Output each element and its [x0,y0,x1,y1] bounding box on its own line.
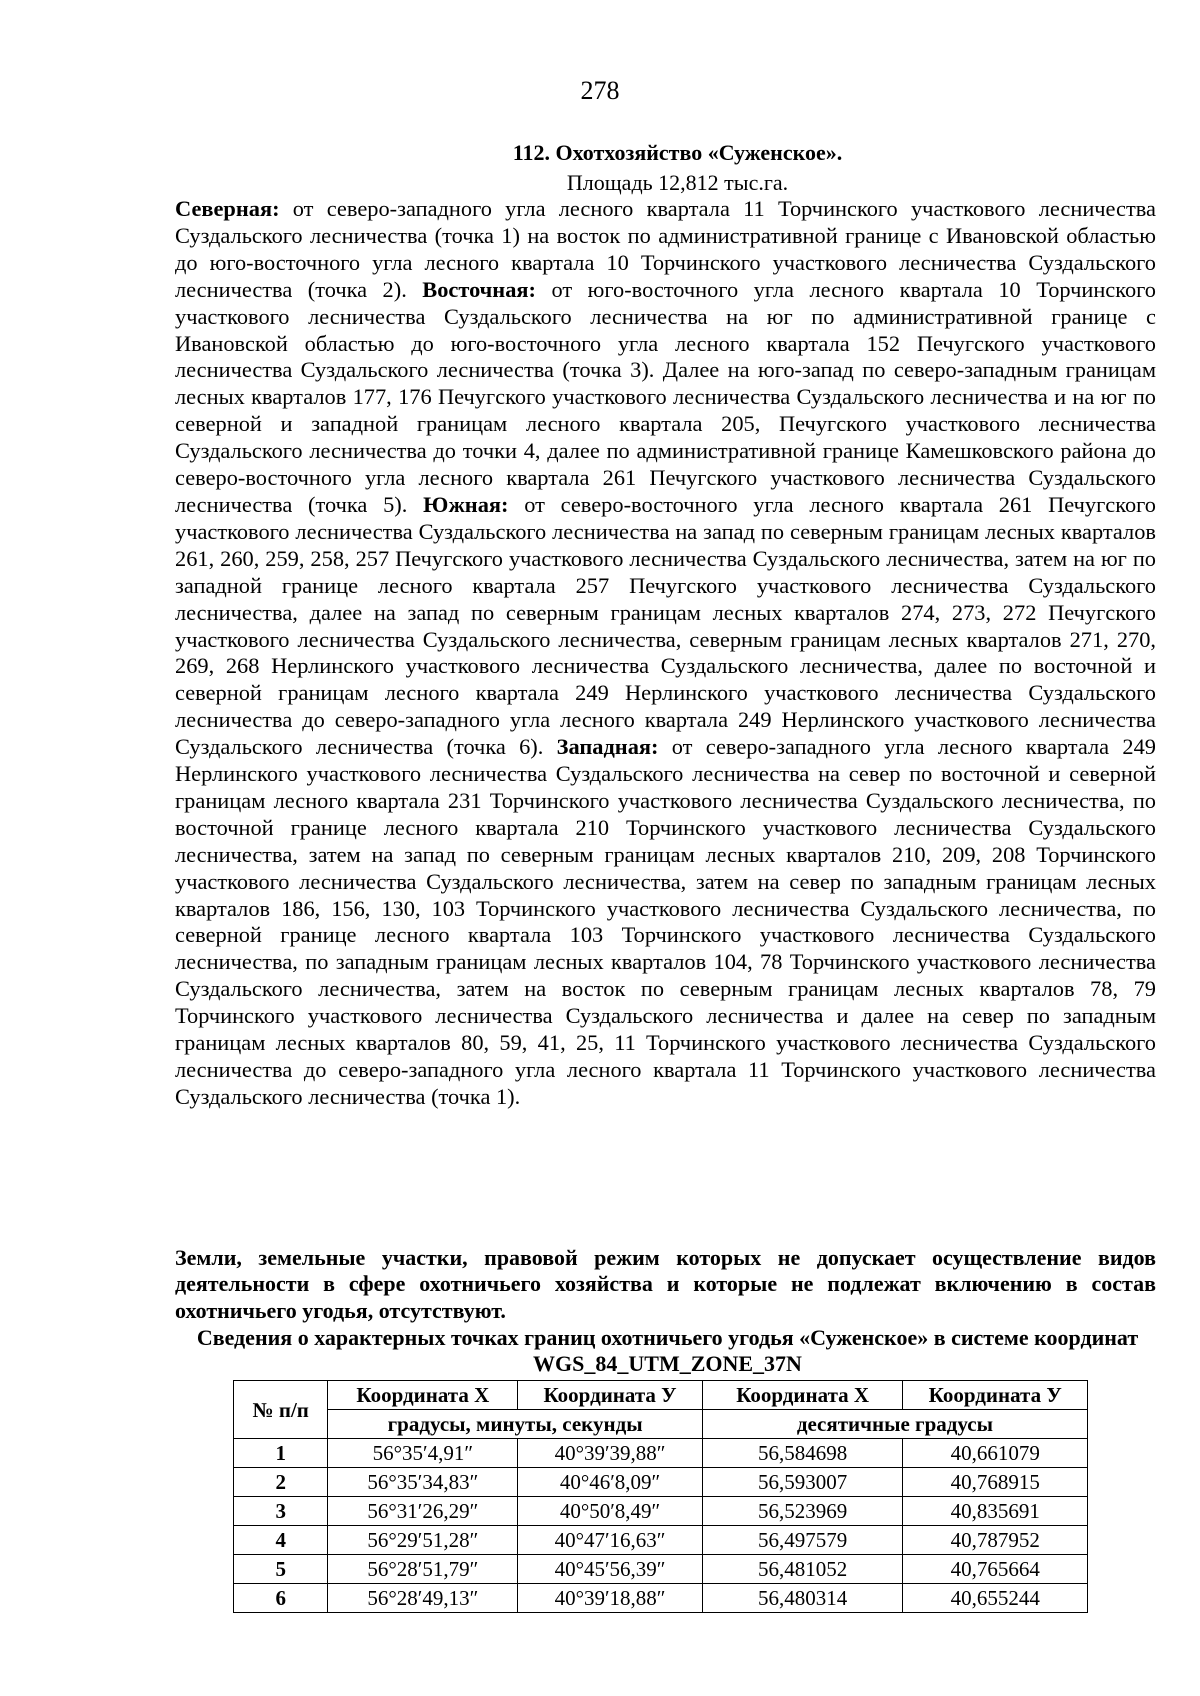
cell-num: 5 [234,1555,328,1584]
cell-x-dec: 56,584698 [702,1439,903,1468]
area-text: Площадь 12,812 тыс.га. [566,170,789,195]
cell-num: 1 [234,1439,328,1468]
table-row [234,1497,1088,1526]
coordinates-table [233,1380,1088,1613]
cell-y-dec: 40,787952 [903,1526,1088,1555]
boundary-text-north: от северо-западного угла лесного квартала 11 Торчинского участкового лесничества Суздальского лесничества (точка 1) на восток по административной границе с Ивановской областью до юго-восточного угла лесного квартала 10 Торчинского участкового лесничества Суздальского лесничества (точка 2). [175,196,1156,302]
cell-y-dec: 40,661079 [903,1439,1088,1468]
boundary-text-west: от северо-западного угла лесного квартала 249 Нерлинского участкового лесничества Суздальского лесничества на север по восточной и северной границам лесного квартала 231 Торчинского участкового лесничества Суздальского лесничества, по восточной границе лесного квартала 210 Торчинского участкового лесничества Суздальского лесничества, затем на запад по северным границам лесных кварталов 210, 209, 208 Торчинского участкового лесничества Суздальского лесничества, затем на север по западным границам лесных кварталов 186, 156, 130, 103 Торчинского участкового лесничества Суздальского лесничества, по северной границе лесного квартала 103 Торчинского участкового лесничества Суздальского лесничества, по западным границам лесных кварталов 104, 78 Торчинского участкового лесничества Суздальского лесничества, затем на восток по северным границам лесных кварталов 78, 79 Торчинского участкового лесничества Суздальского лесничества и далее на север по западным границам лесных кварталов 80, 59, 41, 25, 11 Торчинского участкового лесничества Суздальского лесничества до северо-западного угла лесного квартала 11 Торчинского участкового лесничества Суздальского лесничества (точка 1). [175,734,1156,1109]
table-title: Сведения о характерных точках границ охотничьего угодья «Суженское» в системе координат WGS_84_UTM_ZONE_37N [196,1325,1139,1376]
page-number: 278 [580,76,620,105]
cell-y-dms: 40°47′16,63″ [518,1526,703,1555]
cell-x-dms: 56°28′51,79″ [328,1555,518,1584]
table-header-row [234,1381,1088,1410]
cell-x-dec: 56,593007 [702,1468,903,1497]
cell-y-dms: 40°39′39,88″ [518,1439,703,1468]
boundary-text-east: от юго-восточного угла лесного квартала 10 Торчинского участкового лесничества Суздальского лесничества на юг по административной границе с Ивановской областью до юго-восточного угла лесного квартала 152 Печугского участкового лесничества Суздальского лесничества (точка 3). Далее на юго-запад по северо-западным границам лесных кварталов 177, 176 Печугского участкового лесничества Суздальского лесничества и на юг по северной и западной границам лесного квартала 205, Печугского участкового лесничества Суздальского лесничества до точки 4, далее по административной границе Камешковского района до северо-восточного угла лесного квартала 261 Печугского участкового лесничества Суздальского лесничества (точка 5). [175,276,1156,517]
header-dms-unit: градусы, минуты, секунды [328,1410,702,1439]
cell-y-dec: 40,765664 [903,1555,1088,1584]
cell-x-dms: 56°35′4,91″ [328,1439,518,1468]
boundary-label-south: Южная: [423,491,509,517]
cell-num: 6 [234,1584,328,1613]
table-row [234,1439,1088,1468]
document-title: 112. Охотхозяйство «Суженское». [512,140,843,165]
cell-x-dec: 56,481052 [702,1555,903,1584]
cell-num: 2 [234,1468,328,1497]
boundary-label-north: Северная: [175,196,280,221]
cell-y-dms: 40°46′8,09″ [518,1468,703,1497]
header-y-dec: Координата У [903,1381,1088,1410]
cell-x-dec: 56,480314 [702,1584,903,1613]
header-num: № п/п [234,1381,328,1439]
cell-y-dms: 40°39′18,88″ [518,1584,703,1613]
header-y-dms: Координата У [518,1381,703,1410]
cell-y-dms: 40°45′56,39″ [518,1555,703,1584]
header-x-dms: Координата X [328,1381,518,1410]
cell-y-dec: 40,655244 [903,1584,1088,1613]
restriction-paragraph: Земли, земельные участки, правовой режим которых не допускает осуществление видов деятельности в сфере охотничьего хозяйства и которые не подлежат включению в состав охотничьего угодья, отсутствуют. [175,1245,1156,1323]
boundary-label-west: Западная: [556,734,659,760]
cell-y-dec: 40,835691 [903,1497,1088,1526]
cell-x-dms: 56°29′51,28″ [328,1526,518,1555]
cell-x-dec: 56,523969 [702,1497,903,1526]
table-row [234,1526,1088,1555]
table-row [234,1584,1088,1613]
table-subheader-row [234,1410,1088,1439]
table-row [234,1468,1088,1497]
header-dec-unit: десятичные градусы [702,1410,1087,1439]
cell-num: 4 [234,1526,328,1555]
header-x-dec: Координата X [702,1381,903,1410]
cell-y-dms: 40°50′8,49″ [518,1497,703,1526]
cell-x-dms: 56°28′49,13″ [328,1584,518,1613]
table-row [234,1555,1088,1584]
cell-x-dec: 56,497579 [702,1526,903,1555]
cell-x-dms: 56°35′34,83″ [328,1468,518,1497]
boundary-description [175,196,1156,1111]
cell-num: 3 [234,1497,328,1526]
boundary-text-south: от северо-восточного угла лесного квартала 261 Печугского участкового лесничества Суздальского лесничества на запад по северным границам лесных кварталов 261, 260, 259, 258, 257 Печугского участкового лесничества Суздальского лесничества, затем на юг по западной границе лесного квартала 257 Печугского участкового лесничества Суздальского лесничества, далее на запад по северным границам лесных кварталов 274, 273, 272 Печугского участкового лесничества Суздальского лесничества, северным границам лесных кварталов 271, 270, 269, 268 Нерлинского участкового лесничества Суздальского лесничества, далее по восточной и северной границам лесного квартала 249 Нерлинского участкового лесничества Суздальского лесничества до северо-западного угла лесного квартала 249 Нерлинского участкового лесничества Суздальского лесничества (точка 6). [175,491,1156,760]
cell-y-dec: 40,768915 [903,1468,1088,1497]
boundary-label-east: Восточная: [422,276,536,302]
cell-x-dms: 56°31′26,29″ [328,1497,518,1526]
